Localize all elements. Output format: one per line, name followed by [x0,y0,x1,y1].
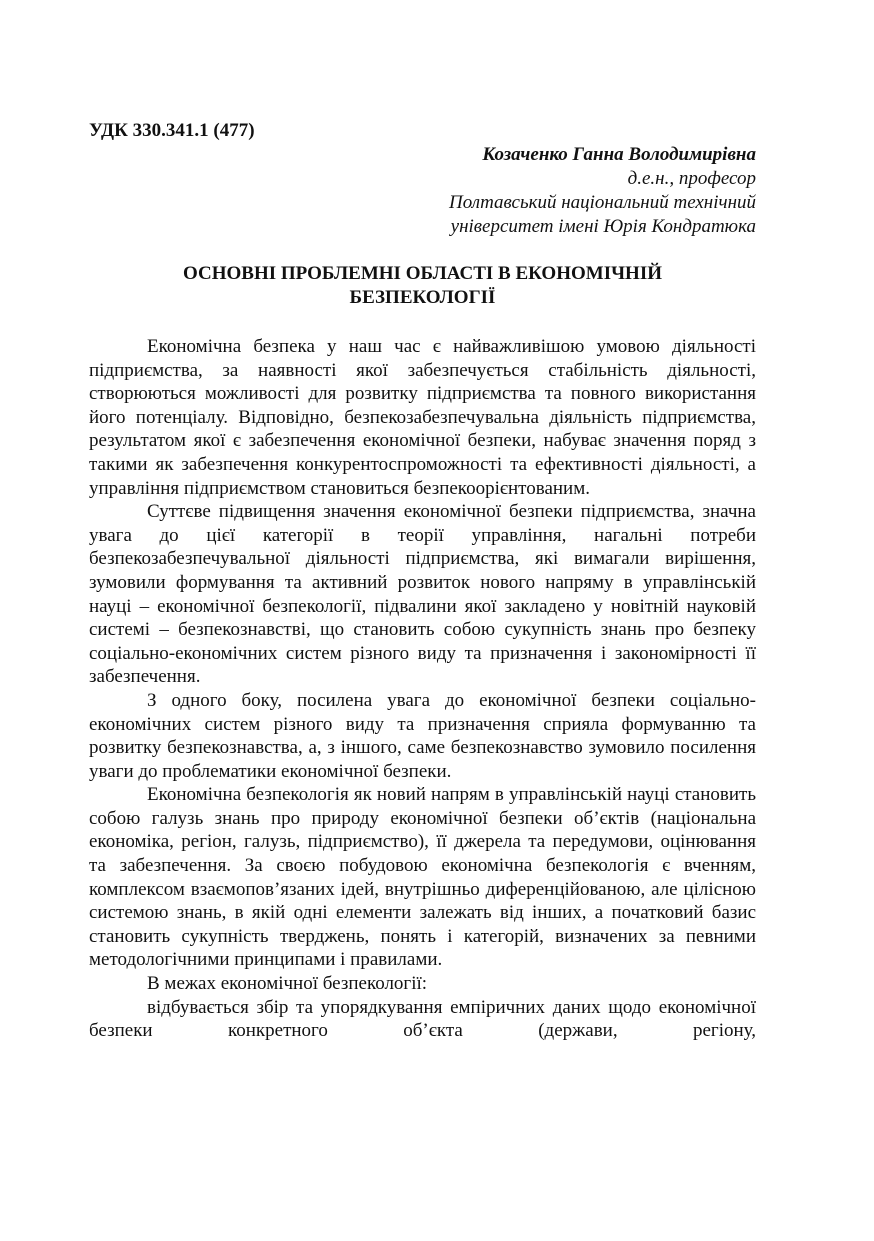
body-paragraph-2: Суттєве підвищення значення економічної безпеки підприємства, значна увага до цієї категорії в теорії управління, нагальні потреби безпекозабезпечувальної діяльності підприємства, які вимагали вирішення, зумовили формування та активний розвиток нового напряму в управлінській науці – економічної безпекології, підвалини якої закладено у новітній науковій системі – безпекознавстві, що становить собою сукупність знань про безпеку соціально-економічних систем різного виду та призначення і закономірності її забезпечення. [89,501,756,688]
author-block [449,143,756,239]
article-title-line2: БЕЗПЕКОЛОГІЇ [349,287,496,308]
body-paragraph-1: Економічна безпека у наш час є найважливішою умовою діяльності підприємства, за наявності якої забезпечується стабільність діяльності, створюються можливості для розвитку підприємства та повного використання його потенціалу. Відповідно, безпекозабезпечувальна діяльність підприємства, результатом якої є забезпечення економічної безпеки, набуває значення поряд з такими як забезпечення конкурентоспроможності та ефективності діяльності, а управління підприємством становиться безпекоорієнтованим. [89,336,756,499]
author-degree: д.е.н., професор [627,168,756,189]
udc-code: УДК 330.341.1 (477) [89,120,255,141]
article-body [89,335,756,1043]
author-name: Козаченко Ганна Володимирівна [482,144,756,165]
article-title-line1: ОСНОВНІ ПРОБЛЕМНІ ОБЛАСТІ В ЕКОНОМІЧНІЙ [182,263,662,284]
body-paragraph-3: З одного боку, посилена увага до економічної безпеки соціально-економічних систем різного виду та призначення сприяла формуванню та розвитку безпекознавства, а, з іншого, саме безпекознавство зумовило посилення уваги до проблематики економічної безпеки. [89,689,756,782]
body-paragraph-5: В межах економічної безпекології: [147,973,428,995]
body-paragraph-4: Економічна безпекологія як новий напрям в управлінській науці становить собою галузь знань про природу економічної безпеки об’єктів (національна економіка, регіон, галузь, підприємство), її джерела та передумови, оцінювання та забезпечення. За своєю побудовою економічна безпекологія є вченням, комплексом взаємопов’язаних ідей, внутрішньо диференційованою, але цілісною системою знань, в якій одні елементи залежать від інших, а початковий базис становить сукупність тверджень, понять і категорій, визначених за певними методологічними принципами і правилами. [89,784,756,971]
body-paragraph-6: відбувається збір та упорядкування емпіричних даних щодо економічної безпеки конкретного об’єкта (держави, регіону, [89,996,756,1042]
article-title [89,262,756,310]
author-affiliation-line2: університет імені Юрія Кондратюка [450,216,756,237]
author-affiliation-line1: Полтавський національний технічний [449,192,756,213]
